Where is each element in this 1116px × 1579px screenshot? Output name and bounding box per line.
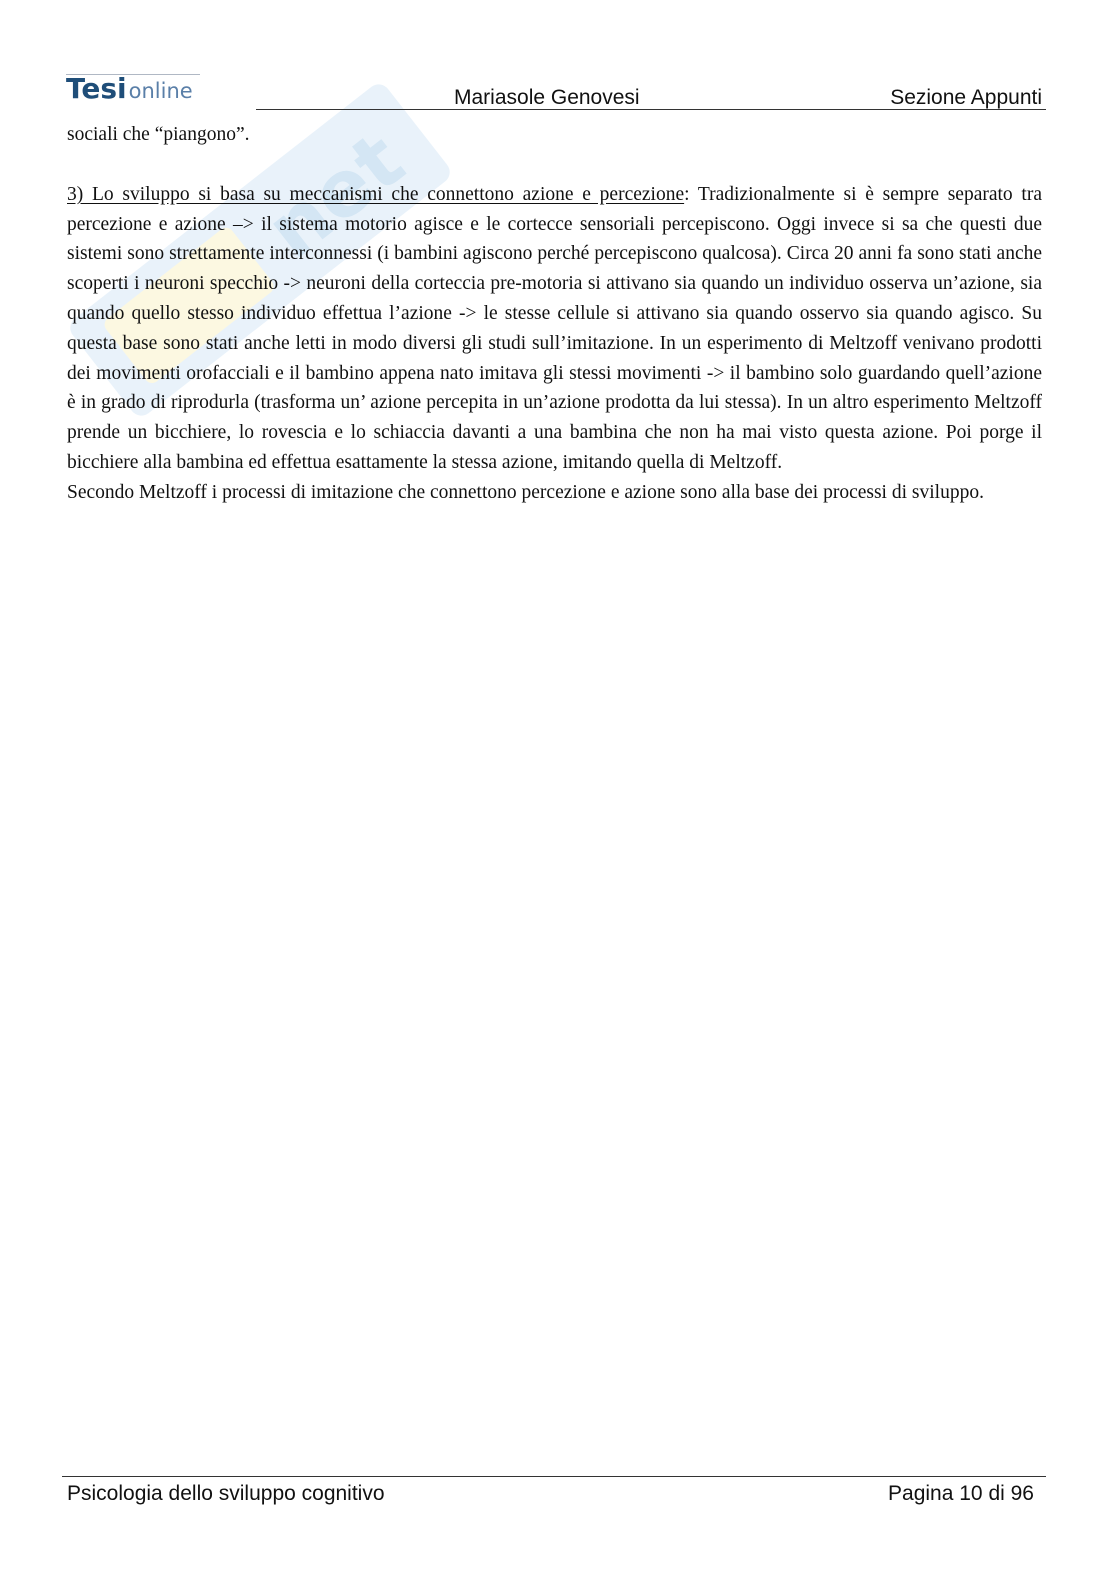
footer-course: Psicologia dello sviluppo cognitivo <box>67 1482 385 1505</box>
footer-page-number: Pagina 10 di 96 <box>888 1482 1034 1505</box>
section-heading: 3) Lo sviluppo si basa su meccanismi che connettono azione e percezione <box>67 183 685 205</box>
tesionline-logo <box>66 72 193 105</box>
page-body <box>67 120 1042 508</box>
paragraph-2 <box>67 180 1042 478</box>
paragraph-1: sociali che “piangono”. <box>67 124 250 145</box>
page-header <box>66 72 1050 112</box>
header-section: Sezione Appunti <box>890 86 1042 109</box>
paragraph-3: Secondo Meltzoff i processi di imitazione che connettono percezione e azione sono alla base dei processi di sviluppo. <box>67 481 984 503</box>
logo-sub-text: online <box>128 79 193 103</box>
header-author: Mariasole Genovesi <box>454 86 640 109</box>
paragraph-gap <box>67 150 1042 180</box>
logo-main-text: Tesi <box>66 72 127 105</box>
paragraph-2-text: : Tradizionalmente si è sempre separato tra percezione e azione –> il sistema motorio agisce e le cortecce sensoriali percepiscono. Oggi invece si sa che questi due sistemi sono strettamente interconnessi (i bambini agiscono perché percepiscono qualcosa). Circa 20 anni fa sono stati anche scoperti i neuroni specchio -> neuroni della corteccia pre-motoria si attivano sia quando un individuo osserva un’azione, sia quando quello stesso individuo effettua l’azione -> le stesse cellule si attivano sia quando osservo sia quando agisco. Su questa base sono stati anche letti in modo diversi gli studi sull’imitazione. In un esperimento di Meltzoff venivano prodotti dei movimenti orofacciali e il bambino appena nato imitava gli stessi movimenti -> il bambino solo guardando quell’azione è in grado di riprodurla (trasforma un’ azione percepita in un’azione prodotta da lui stessa). In un altro esperimento Meltzoff prende un bicchiere, lo rovescia e lo schiaccia davanti a una bambina che non ha mai visto questa azione. Poi porge il bicchiere alla bambina ed effettua esattamente la stessa azione, imitando quella di Meltzoff. <box>67 183 1042 473</box>
footer-rule <box>62 1476 1046 1477</box>
header-rule <box>256 109 1046 110</box>
watermark-text: net <box>250 115 421 277</box>
